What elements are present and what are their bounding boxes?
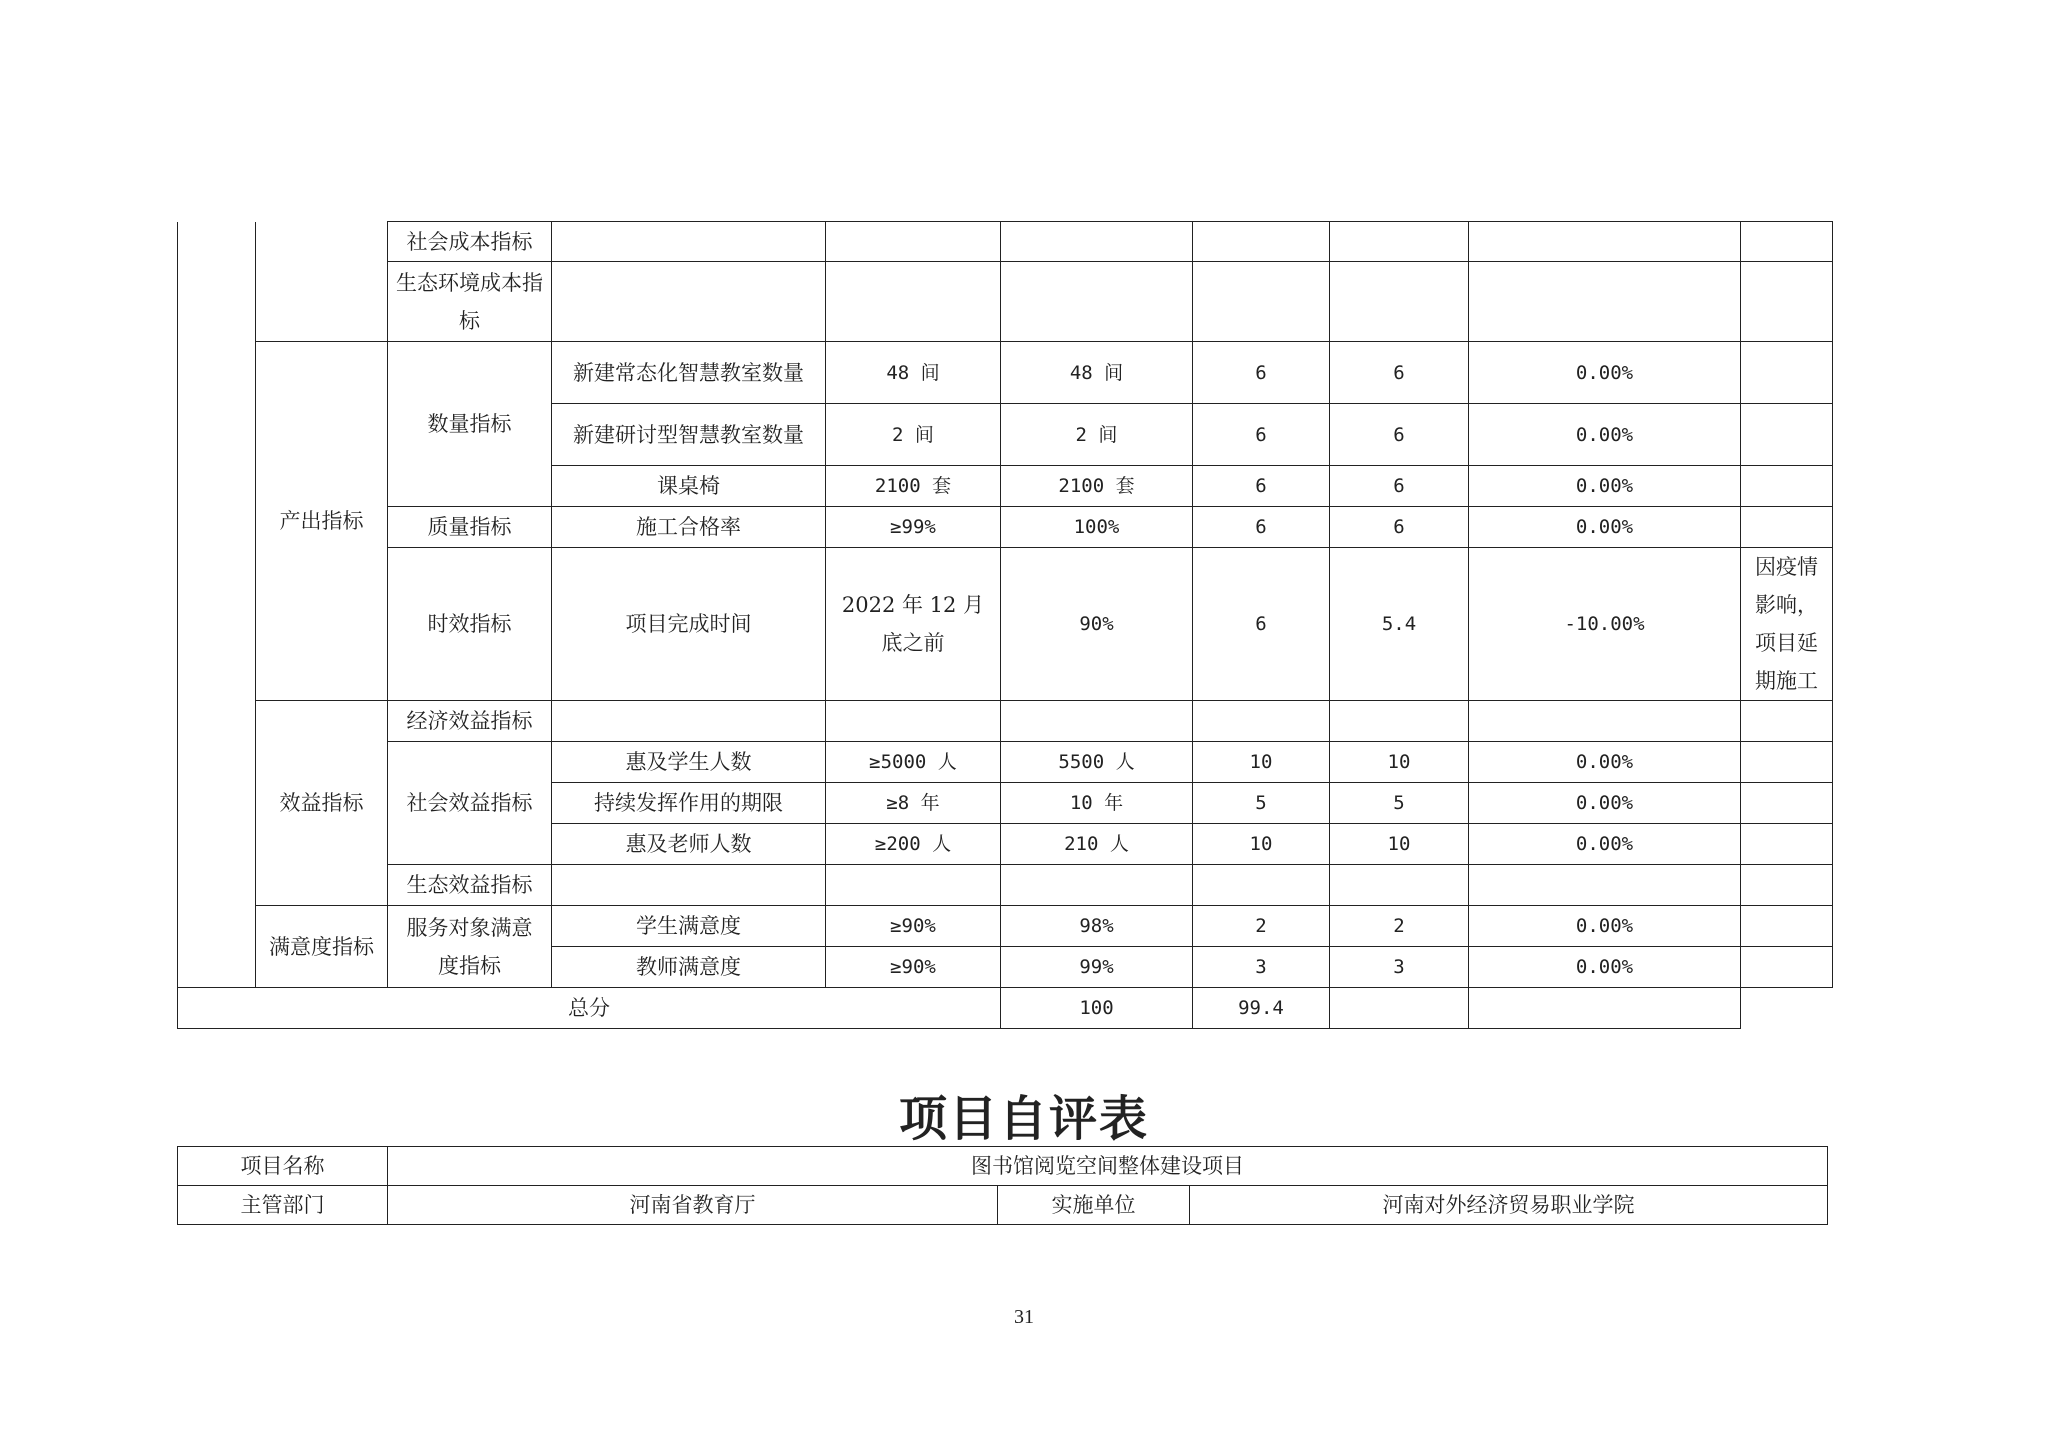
deviation-cell: -10.00% <box>1469 548 1741 701</box>
score-cell: 5 <box>1330 783 1469 824</box>
actual-cell: 98% <box>1001 906 1193 947</box>
target-cell: 48 间 <box>826 342 1001 404</box>
actual-cell: 90% <box>1001 548 1193 701</box>
score-cell: 6 <box>1330 404 1469 466</box>
target-cell: 2 间 <box>826 404 1001 466</box>
note-cell <box>1741 783 1833 824</box>
deviation-cell: 0.00% <box>1469 466 1741 507</box>
unit-label: 实施单位 <box>998 1186 1190 1225</box>
actual-cell: 2100 套 <box>1001 466 1193 507</box>
note-cell <box>1741 906 1833 947</box>
deviation-cell: 0.00% <box>1469 742 1741 783</box>
weight-cell: 2 <box>1193 906 1330 947</box>
service-satisfaction-label: 服务对象满意度指标 <box>388 906 552 988</box>
note-cell <box>1741 466 1833 507</box>
score-cell: 5.4 <box>1330 548 1469 701</box>
target-cell: 2100 套 <box>826 466 1001 507</box>
deviation-cell: 0.00% <box>1469 906 1741 947</box>
table-row <box>178 865 1833 906</box>
score-cell: 10 <box>1330 742 1469 783</box>
weight-cell: 5 <box>1193 783 1330 824</box>
deviation-cell: 0.00% <box>1469 947 1741 988</box>
weight-cell: 6 <box>1193 404 1330 466</box>
table-row <box>178 262 1833 342</box>
note-cell <box>1741 404 1833 466</box>
quantity-label: 数量指标 <box>388 342 552 507</box>
table-row <box>178 1186 1828 1225</box>
deviation-cell: 0.00% <box>1469 507 1741 548</box>
item-cell: 惠及学生人数 <box>552 742 826 783</box>
score-cell: 6 <box>1330 342 1469 404</box>
actual-cell: 210 人 <box>1001 824 1193 865</box>
deviation-cell: 0.00% <box>1469 342 1741 404</box>
actual-cell: 100% <box>1001 507 1193 548</box>
score-cell: 3 <box>1330 947 1469 988</box>
note-cell <box>1741 342 1833 404</box>
page-number: 31 <box>1014 1306 1034 1328</box>
actual-cell: 5500 人 <box>1001 742 1193 783</box>
item-cell: 新建常态化智慧教室数量 <box>552 342 826 404</box>
blank-cell <box>256 222 388 342</box>
note-cell <box>1741 742 1833 783</box>
economic-label: 经济效益指标 <box>388 701 552 742</box>
social-label: 社会效益指标 <box>388 742 552 865</box>
note-cell: 因疫情影响，项目延期施工 <box>1741 548 1833 701</box>
deviation-cell: 0.00% <box>1469 824 1741 865</box>
target-cell: ≥200 人 <box>826 824 1001 865</box>
table-row <box>178 507 1833 548</box>
item-cell: 持续发挥作用的期限 <box>552 783 826 824</box>
dept-label: 主管部门 <box>178 1186 388 1225</box>
timeliness-label: 时效指标 <box>388 548 552 701</box>
deviation-cell: 0.00% <box>1469 404 1741 466</box>
score-cell: 6 <box>1330 466 1469 507</box>
item-cell: 项目完成时间 <box>552 548 826 701</box>
target-cell: ≥90% <box>826 947 1001 988</box>
weight-cell: 10 <box>1193 742 1330 783</box>
dept-value: 河南省教育厅 <box>388 1186 998 1225</box>
weight-cell: 3 <box>1193 947 1330 988</box>
benefit-label: 效益指标 <box>256 701 388 906</box>
score-cell: 6 <box>1330 507 1469 548</box>
target-cell: 2022 年 12 月底之前 <box>826 548 1001 701</box>
actual-cell: 99% <box>1001 947 1193 988</box>
item-cell: 课桌椅 <box>552 466 826 507</box>
note-cell <box>1741 824 1833 865</box>
note-cell <box>1741 947 1833 988</box>
table-row <box>178 548 1833 701</box>
actual-cell: 2 间 <box>1001 404 1193 466</box>
table-row <box>178 342 1833 404</box>
evaluation-table <box>177 1146 1828 1225</box>
quality-label: 质量指标 <box>388 507 552 548</box>
weight-cell: 6 <box>1193 548 1330 701</box>
score-cell: 10 <box>1330 824 1469 865</box>
deviation-cell: 0.00% <box>1469 783 1741 824</box>
ecological-label: 生态效益指标 <box>388 865 552 906</box>
total-score: 99.4 <box>1193 988 1330 1029</box>
table-row <box>178 742 1833 783</box>
unit-value: 河南对外经济贸易职业学院 <box>1190 1186 1828 1225</box>
weight-cell: 10 <box>1193 824 1330 865</box>
table-row <box>178 906 1833 947</box>
actual-cell: 48 间 <box>1001 342 1193 404</box>
total-weight: 100 <box>1001 988 1193 1029</box>
social-cost-label: 社会成本指标 <box>388 222 552 262</box>
item-cell: 新建研讨型智慧教室数量 <box>552 404 826 466</box>
table-row <box>178 701 1833 742</box>
target-cell: ≥99% <box>826 507 1001 548</box>
weight-cell: 6 <box>1193 507 1330 548</box>
eco-cost-label: 生态环境成本指标 <box>388 262 552 342</box>
satisfaction-label: 满意度指标 <box>256 906 388 988</box>
table-row <box>178 1147 1828 1186</box>
performance-table <box>177 221 1833 1029</box>
actual-cell: 10 年 <box>1001 783 1193 824</box>
output-label: 产出指标 <box>256 342 388 701</box>
target-cell: ≥90% <box>826 906 1001 947</box>
item-cell: 施工合格率 <box>552 507 826 548</box>
item-cell: 学生满意度 <box>552 906 826 947</box>
note-cell <box>1741 507 1833 548</box>
item-cell: 惠及老师人数 <box>552 824 826 865</box>
total-label: 总分 <box>178 988 1001 1029</box>
item-cell: 教师满意度 <box>552 947 826 988</box>
table-row <box>178 988 1833 1029</box>
project-name-label: 项目名称 <box>178 1147 388 1186</box>
table-row <box>178 222 1833 262</box>
target-cell: ≥8 年 <box>826 783 1001 824</box>
blank-cell <box>178 222 256 988</box>
page-title: 项目自评表 <box>898 1091 1149 1147</box>
weight-cell: 6 <box>1193 466 1330 507</box>
score-cell: 2 <box>1330 906 1469 947</box>
project-name: 图书馆阅览空间整体建设项目 <box>388 1147 1828 1186</box>
weight-cell: 6 <box>1193 342 1330 404</box>
target-cell: ≥5000 人 <box>826 742 1001 783</box>
